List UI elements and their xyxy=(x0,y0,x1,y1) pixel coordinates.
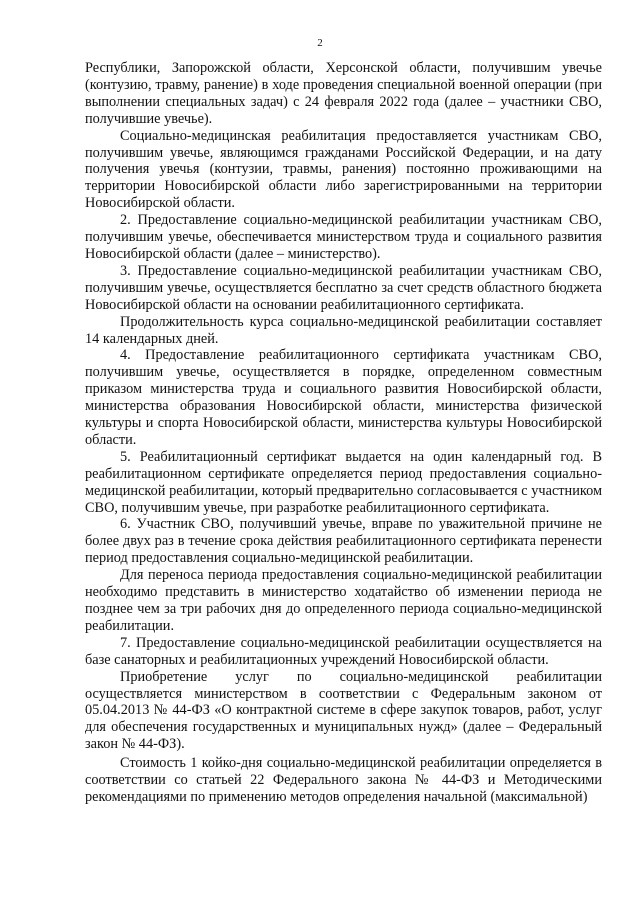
paragraph-item-4: 4. Предоставление реабилитационного сертификата участникам СВО, получившим увечье, осуществляется в порядке, определенном совместным приказом министерства труда и социального развития Новосибирской области, министерства образования Новосибирской области, министерства физической культуры и спорта Новосибирской области, министерства культуры Новосибирской области. xyxy=(85,347,602,448)
paragraph-item-7: 7. Предоставление социально-медицинской реабилитации осуществляется на базе санаторных и реабилитационных учреждений Новосибирской области. xyxy=(85,634,602,668)
paragraph-item-3: 3. Предоставление социально-медицинской реабилитации участникам СВО, получившим увечье, осуществляется бесплатно за счет средств областного бюджета Новосибирской области на основании реабилитационного сертификата. xyxy=(85,262,602,313)
paragraph-item-5: 5. Реабилитационный сертификат выдается на один календарный год. В реабилитационном сертификате определяется период предоставления социально-медицинской реабилитации, который предварительно согласовывается с участником СВО, получившим увечье, при разработке реабилитационного сертификата. xyxy=(85,448,602,516)
paragraph-duration: Продолжительность курса социально-медицинской реабилитации составляет 14 календарных дней. xyxy=(85,313,602,347)
paragraph-item-6: 6. Участник СВО, получивший увечье, вправе по уважительной причине не более двух раз в течение срока действия реабилитационного сертификата перенести период предоставления социально-медицинской реабилитации. xyxy=(85,516,602,567)
paragraph-continuation: Республики, Запорожской области, Херсонской области, получившим увечье (контузию, травму, ранение) в ходе проведения специальной военной операции (при выполнении специальных задач) с 24 февраля 2022 года (далее – участники СВО, получившие увечье). xyxy=(85,60,602,127)
paragraph-eligibility: Социально-медицинская реабилитация предоставляется участникам СВО, получившим увечье, являющимся гражданами Российской Федерации, и на дату получения увечья (контузии, травмы, ранения) постоянно проживающими на территории Новосибирской области либо зарегистрированными на территории Новосибирской области. xyxy=(85,127,602,212)
paragraph-cost: Стоимость 1 койко-дня социально-медицинской реабилитации определяется в соответствии со статьей 22 Федерального закона № 44-ФЗ и Методическими рекомендациями по применению методов определения начальной (максимальной) xyxy=(85,755,602,805)
paragraph-transfer: Для переноса периода предоставления социально-медицинской реабилитации необходимо представить в министерство ходатайство об изменении периода не позднее чем за три рабочих дня до определенного периода социально-медицинской реабилитации. xyxy=(85,567,602,634)
page-number: 2 xyxy=(317,37,323,49)
paragraph-procurement: Приобретение услуг по социально-медицинской реабилитации осуществляется министерством в соответствии с Федеральным законом от 05.04.2013 № 44-ФЗ «О контрактной системе в сфере закупок товаров, работ, услуг для обеспечения государственных и муниципальных нужд» (далее – Федеральный закон № 44-ФЗ). xyxy=(85,668,602,753)
document-body xyxy=(85,60,602,806)
paragraph-item-2: 2. Предоставление социально-медицинской реабилитации участникам СВО, получившим увечье, обеспечивается министерством труда и социального развития Новосибирской области (далее – министерство). xyxy=(85,212,602,262)
